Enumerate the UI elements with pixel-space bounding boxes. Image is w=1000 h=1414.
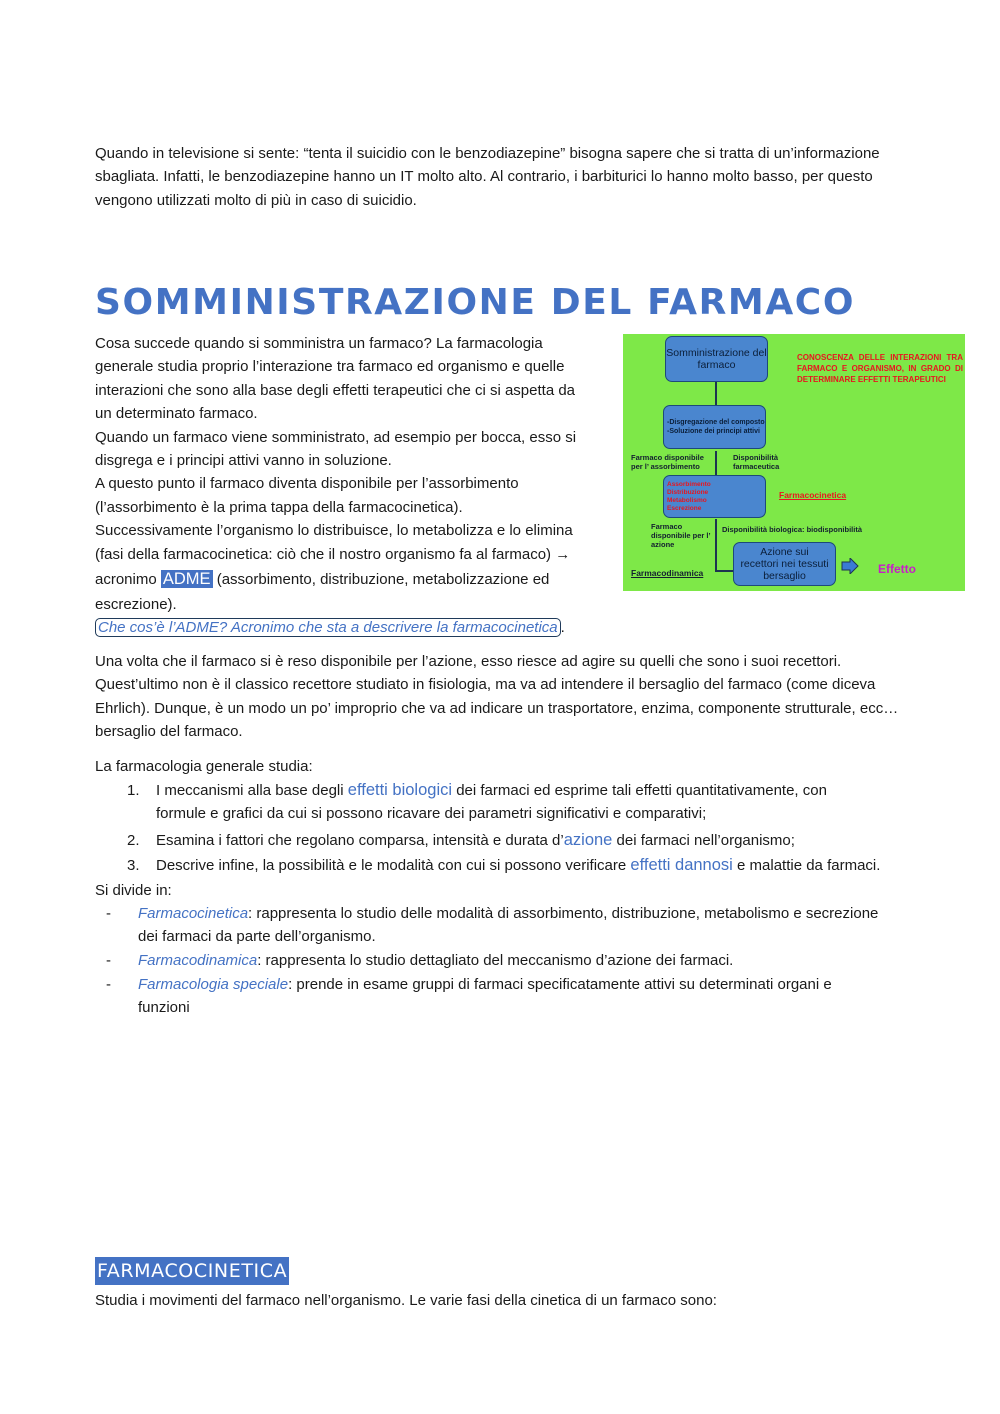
administration-paragraph xyxy=(95,332,605,640)
pharmacology-diagram xyxy=(623,334,965,591)
diagram-box-receptors: Azione sui recettori nei tessuti bersaglio xyxy=(733,542,836,586)
connector-line xyxy=(715,451,717,475)
text-line: (l’assorbimento è la prima tappa della farmacocinetica). xyxy=(95,498,463,516)
text-line: A questo punto il farmaco diventa disponibile per l’assorbimento xyxy=(95,475,519,493)
diagram-box-adme: Assorbimento Distribuzione Metabolismo Escrezione xyxy=(663,475,766,518)
adme-highlight: ADME xyxy=(162,570,211,589)
question-line: Che cos’è l’ADME? Acronimo che sta a descrivere la farmacocinetica . xyxy=(95,616,605,639)
connector-line xyxy=(715,570,733,572)
list-item: I meccanismi alla base degli effetti biologici dei farmaci ed esprime tali effetti quantitativamente, con formule e grafici da cui si possono ricavare dei parametri significativi e comparativi; xyxy=(156,781,827,823)
list-number: 3. xyxy=(127,857,140,874)
receptor-paragraph: Una volta che il farmaco si è reso disponibile per l’azione, esso riesce ad agire su quelli che sono i suoi recettori. Quest’ultimo non è il classico recettore studiato in fisiologia, ma va ad intendere il bersaglio del farmaco (come diceva Ehrlich). Dunque, è un modo un po’ improprio che va ad indicare un trasportatore, enzima, componente strutturale, ecc… bersaglio del farmaco. xyxy=(95,653,899,741)
text-line: acronimo ADME (assorbimento, distribuzione, metabolizzazione ed xyxy=(95,570,550,589)
divide-intro: Si divide in: xyxy=(95,882,172,899)
connector-line xyxy=(715,519,717,571)
label-bioavailability: Disponibilità biologica: biodisponibilità xyxy=(722,525,862,534)
list-number: 1. xyxy=(127,782,140,799)
adme-question-box: Che cos’è l’ADME? Acronimo che sta a descrivere la farmacocinetica xyxy=(95,618,561,637)
list-item: Farmacodinamica: rappresenta lo studio dettagliato del meccanismo d’azione dei farmaci. xyxy=(138,952,734,969)
diagram-box-administration: Somministrazione del farmaco xyxy=(665,336,768,382)
text-line: escrezione). xyxy=(95,596,177,614)
term-farmacologia-speciale: Farmacologia speciale xyxy=(138,976,289,993)
arrow-right-icon xyxy=(841,558,859,574)
label-available-absorption: Farmaco disponibile per l’ assorbimento xyxy=(631,453,704,471)
list-number: 2. xyxy=(127,832,140,849)
list-bullet: - xyxy=(106,952,111,969)
farmacocinetica-paragraph: Studia i movimenti del farmaco nell’organismo. Le varie fasi della cinetica di un farmaco sono: xyxy=(95,1292,717,1309)
label-knowledge-interactions: CONOSCENZA DELLE INTERAZIONI TRA FARMACO E ORGANISMO, IN GRADO DI DETERMINARE EFFETTI TERAPEUTICI xyxy=(797,353,963,384)
list-item: Farmacologia speciale: prende in esame gruppi di farmaci specificatamente attivi su determinati organi e funzioni xyxy=(138,976,832,1017)
text-line: Cosa succede quando si somministra un farmaco? La farmacologia xyxy=(95,335,543,352)
text-line: Successivamente l’organismo lo distribuisce, lo metabolizza e lo elimina xyxy=(95,522,573,540)
section-title-somministrazione: SOMMINISTRAZIONE DEL FARMACO xyxy=(95,282,856,323)
label-effetto: Effetto xyxy=(878,562,916,576)
text-line: disgrega e i principi attivi vanno in soluzione. xyxy=(95,452,392,470)
intro-paragraph: Quando in televisione si sente: “tenta il suicidio con le benzodiazepine” bisogna sapere che si tratta di un’informazione sbagliata. Infatti, le benzodiazepine hanno un IT molto alto. Al contrario, i barbiturici lo hanno molto basso, per questo vengono utilizzati molto di più in caso di suicidio. xyxy=(95,145,880,209)
list-bullet: - xyxy=(106,976,111,993)
list-item: Esamina i fattori che regolano comparsa, intensità e durata d’azione dei farmaci nell’organismo; xyxy=(156,831,795,849)
label-farmacodinamica: Farmacodinamica xyxy=(631,568,704,578)
text-line: (fasi della farmacocinetica: ciò che il nostro organismo fa al farmaco) → xyxy=(95,545,571,563)
text-line: Quando un farmaco viene somministrato, ad esempio per bocca, esso si xyxy=(95,428,577,446)
list-item: Descrive infine, la possibilità e le modalità con cui si possono verificare effetti dannosi e malattie da farmaci. xyxy=(156,856,881,874)
list-bullet: - xyxy=(106,905,111,922)
label-available-action: Farmaco disponibile per l’ azione xyxy=(651,522,711,549)
term-farmacocinetica: Farmacocinetica xyxy=(138,905,249,922)
label-farmacocinetica: Farmacocinetica xyxy=(779,490,847,500)
diagram-box-disintegration: -Disgregazione del composto -Soluzione dei principi attivi xyxy=(663,405,766,449)
text-line: generale studia proprio l’interazione tra farmaco ed organismo e quelle xyxy=(95,358,565,376)
study-intro: La farmacologia generale studia: xyxy=(95,758,313,775)
label-pharmaceutical-availability: Disponibilità farmaceutica xyxy=(733,453,780,471)
text-line: un determinato farmaco. xyxy=(95,405,258,423)
connector-line xyxy=(715,381,717,405)
list-item: Farmacocinetica: rappresenta lo studio delle modalità di assorbimento, distribuzione, metabolismo e secrezione dei farmaci da parte dell’organismo. xyxy=(138,905,879,946)
term-farmacodinamica: Farmacodinamica xyxy=(138,952,258,969)
section-title-farmacocinetica: FARMACOCINETICA xyxy=(95,1257,289,1285)
text-line: interazioni che sono alla base degli effetti terapeutici che ci si aspetta da xyxy=(95,381,576,399)
